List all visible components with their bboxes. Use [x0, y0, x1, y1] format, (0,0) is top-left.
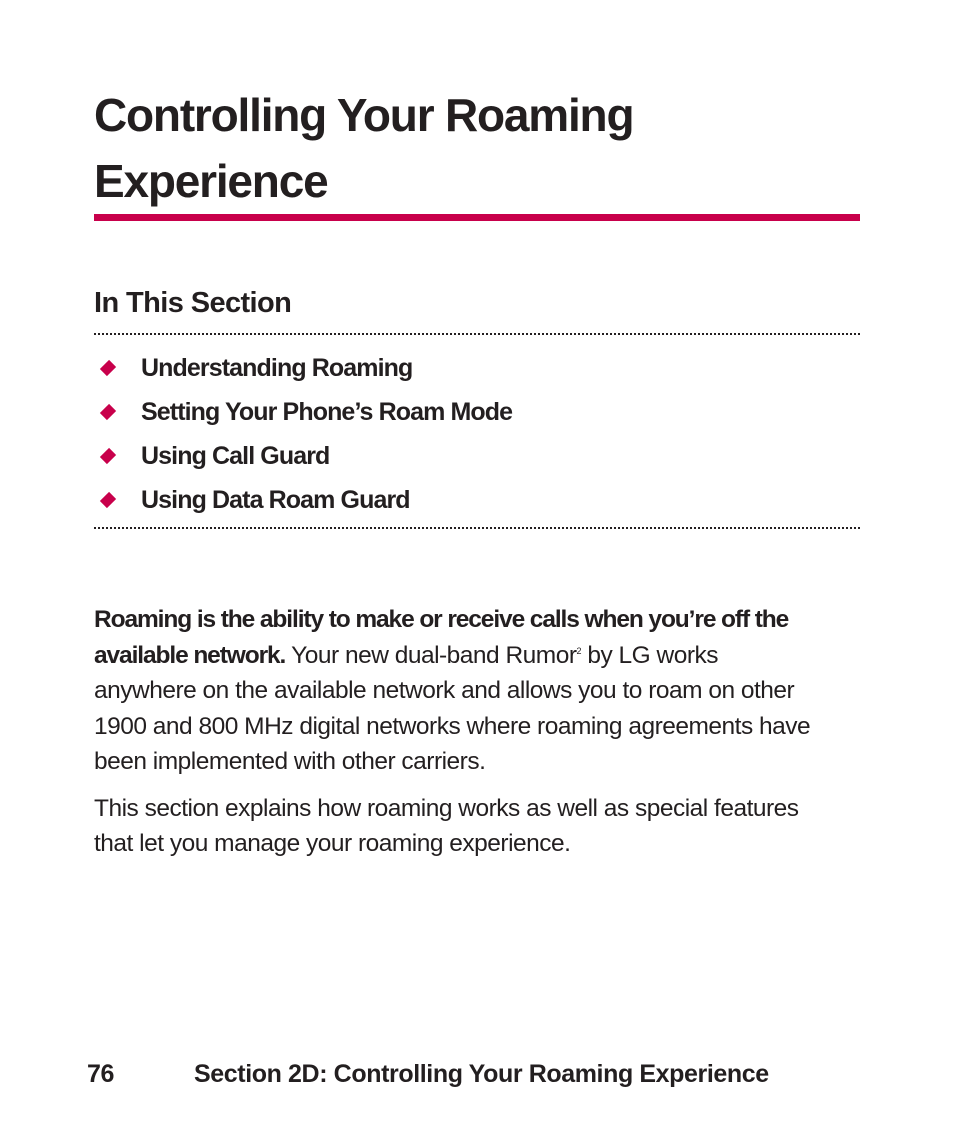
- list-item-label: Understanding Roaming: [141, 353, 413, 382]
- list-item-label: Setting Your Phone’s Roam Mode: [141, 397, 513, 426]
- footer-section-title: Section 2D: Controlling Your Roaming Experience: [194, 1060, 769, 1088]
- dotted-divider-top: [94, 333, 860, 335]
- page-number: 76: [87, 1060, 115, 1088]
- diamond-bullet-icon: [100, 492, 116, 508]
- diamond-bullet-icon: [100, 404, 116, 420]
- list-item: [94, 390, 512, 434]
- diamond-bullet-icon: [100, 360, 116, 376]
- dotted-divider-bottom: [94, 527, 860, 529]
- diamond-bullet-icon: [100, 448, 116, 464]
- list-item: [94, 434, 512, 478]
- list-item: [94, 346, 512, 390]
- intro-lead-bold: Roaming is the ability to make or receive calls when you’re off the available network.: [94, 606, 789, 669]
- page-title: Controlling Your Roaming Experience: [94, 89, 634, 207]
- intro-text-b: by LG works anywhere on the available network and allows you to roam on other 1900 and 800 MHz digital networks where roaming agreements have been implemented with other carriers.: [94, 641, 811, 775]
- list-item: [94, 478, 512, 522]
- section-explainer-paragraph: This section explains how roaming works as well as special features that let you manage your roaming experience.: [94, 794, 799, 857]
- intro-text-a: Your new dual-band Rumor: [285, 641, 577, 669]
- title-rule: [94, 214, 860, 221]
- section-contents-list: [94, 346, 512, 522]
- section-heading: In This Section: [94, 287, 292, 319]
- list-item-label: Using Call Guard: [141, 441, 330, 470]
- intro-paragraph: [94, 602, 814, 780]
- body-copy: [94, 602, 814, 873]
- list-item-label: Using Data Roam Guard: [141, 485, 410, 514]
- superscript: 2: [576, 645, 582, 656]
